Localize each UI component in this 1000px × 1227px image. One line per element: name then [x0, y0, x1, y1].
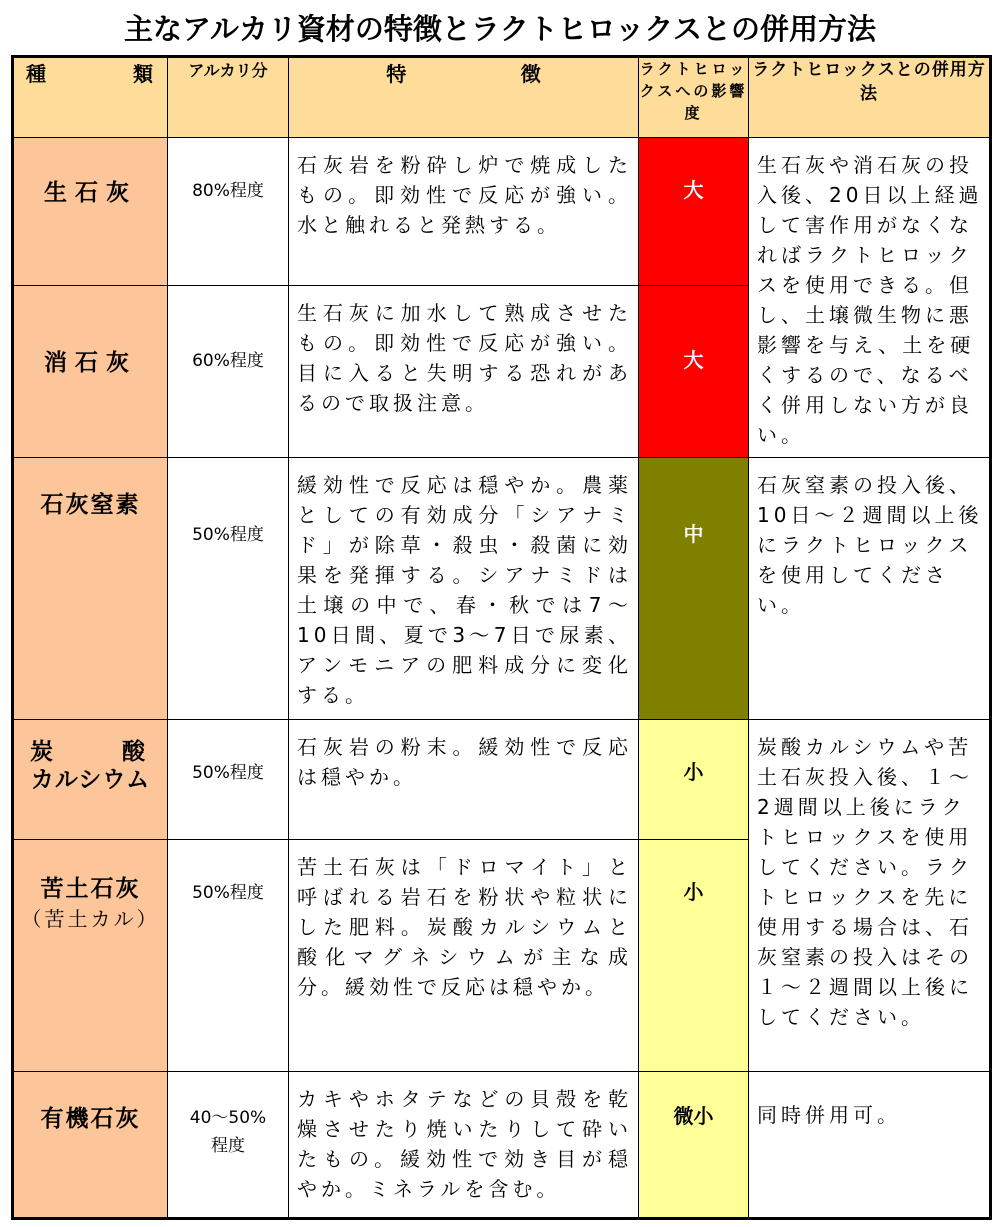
impact-badge: 大 [639, 138, 749, 286]
table-row [13, 138, 991, 286]
table-header-row [13, 57, 991, 138]
alkali-content: 50%程度 [168, 458, 289, 720]
impact-badge: 小 [639, 840, 749, 1072]
alkali-content: 40～50% 程度 [168, 1072, 289, 1219]
table-row [13, 458, 991, 720]
table-row [13, 1072, 991, 1219]
method-text: 炭酸カルシウムや苦土石灰投入後、１～2週間以上後にラクトヒロックスを使用してください。ラクトヒロックスを先に使用する場合は、石灰窒素の投入はその１～２週間以上後にしてください。 [749, 720, 991, 1072]
table-row [13, 720, 991, 840]
material-name: 炭 酸 カルシウム [13, 720, 168, 840]
alkali-content: 50%程度 [168, 720, 289, 840]
page-title: 主なアルカリ資材の特徴とラクトヒロックスとの併用方法 [124, 12, 876, 46]
method-text: 生石灰や消石灰の投入後、20日以上経過して害作用がなくなればラクトヒロックスを使用できる。但し、土壌微生物に悪影響を与え、土を硬くするので、なるべく併用しない方が良い。 [749, 138, 991, 458]
alkali-content: 60%程度 [168, 286, 289, 458]
header-feature: 特 徴 [289, 57, 639, 138]
header-impact: ラクトヒロックスへの影響度 [639, 57, 749, 138]
impact-badge: 中 [639, 458, 749, 720]
feature-text: 石灰岩を粉砕し炉で焼成したもの。即効性で反応が強い。水と触れると発熱する。 [289, 138, 639, 286]
header-alkali: アルカリ分 [168, 57, 289, 138]
alkali-content: 80%程度 [168, 138, 289, 286]
method-text: 同時併用可。 [749, 1072, 991, 1219]
feature-text: 石灰岩の粉末。緩効性で反応は穏やか。 [289, 720, 639, 840]
feature-text: 苦土石灰は「ドロマイト」と呼ばれる岩石を粉状や粒状にした肥料。炭酸カルシウムと酸化マグネシウムが主な成分。緩効性で反応は穏やか。 [289, 840, 639, 1072]
material-subname: （苦土カル） [21, 907, 160, 931]
material-name: 石灰窒素 [13, 458, 168, 720]
header-type: 種 類 [13, 57, 168, 138]
alkali-materials-table [11, 55, 992, 1220]
feature-text: 生石灰に加水して熟成させたもの。即効性で反応が強い。目に入ると失明する恐れがあるので取扱注意。 [289, 286, 639, 458]
material-name: 有機石灰 [13, 1072, 168, 1219]
alkali-content: 50%程度 [168, 840, 289, 1072]
feature-text: カキやホタテなどの貝殻を乾燥させたり焼いたりして砕いたもの。緩効性で効き目が穏やか。ミネラルを含む。 [289, 1072, 639, 1219]
material-name: 生石灰 [13, 138, 168, 286]
impact-badge: 微小 [639, 1072, 749, 1219]
material-name: 消石灰 [13, 286, 168, 458]
feature-text: 緩効性で反応は穏やか。農薬としての有効成分「シアナミド」が除草・殺虫・殺菌に効果を発揮する。シアナミドは土壌の中で、春・秋では7～10日間、夏で3～7日で尿素、アンモニアの肥料成分に変化する。 [289, 458, 639, 720]
material-name: 苦土石灰 （苦土カル） [13, 840, 168, 1072]
header-method: ラクトヒロックスとの併用方法 [749, 57, 991, 138]
impact-badge: 小 [639, 720, 749, 840]
method-text: 石灰窒素の投入後、10日～２週間以上後にラクトヒロックスを使用してください。 [749, 458, 991, 720]
impact-badge: 大 [639, 286, 749, 458]
